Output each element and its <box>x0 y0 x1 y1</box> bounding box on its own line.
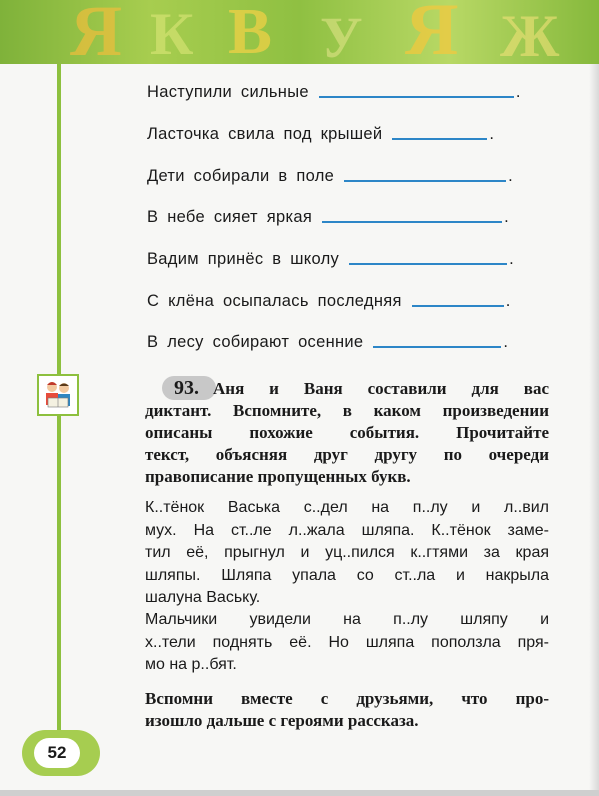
sentence-text: Наступили сильные <box>147 83 309 101</box>
decor-letter: Я <box>405 0 459 64</box>
text-line: шляпы. Шляпа упала со ст..ла и накрыла <box>145 566 549 584</box>
sentence-end: . <box>515 83 521 101</box>
page-number: 52 <box>34 738 80 768</box>
answer-blank[interactable] <box>319 96 514 98</box>
page-edge <box>589 64 599 796</box>
text-line: тил её, прыгнул и уц..пился к..гтями за края <box>145 544 549 561</box>
instruction-line: описаны похожие события. Прочитайте <box>145 423 549 442</box>
task-line: Вспомни вместе с друзьями, что про- <box>145 689 549 708</box>
text-line: х..тели поднять её. Но шляпа поползла пря- <box>145 633 549 651</box>
exercise-number: 93. <box>174 377 199 399</box>
sentence-text: С клёна осыпалась последняя <box>147 292 402 310</box>
answer-blank[interactable] <box>392 138 487 140</box>
decor-letter: К <box>150 1 194 64</box>
answer-blank[interactable] <box>322 221 502 223</box>
sentence-text: В небе сияет яркая <box>147 208 313 226</box>
exercise-instructions <box>145 378 549 488</box>
sentence-text: Вадим принёс в школу <box>147 250 340 268</box>
sentence-end: . <box>503 333 509 351</box>
decor-letter: В <box>228 0 273 64</box>
instruction-line: текст, объясняя друг другу по очереди <box>145 445 549 464</box>
header-banner <box>0 0 599 64</box>
text-line: шалуна Ваську. <box>145 589 261 606</box>
answer-blank[interactable] <box>373 346 501 348</box>
fill-in-row <box>147 122 494 144</box>
dictation-paragraph-1 <box>145 497 549 610</box>
sentence-end: . <box>489 125 495 143</box>
pair-work-icon <box>37 374 79 416</box>
fill-in-row <box>147 330 508 352</box>
instruction-line: Аня и Ваня составили для вас <box>213 379 549 398</box>
task-line: изошло дальше с героями рассказа. <box>145 711 419 730</box>
fill-in-row <box>147 205 509 227</box>
sentence-end: . <box>509 250 514 268</box>
page-edge-bottom <box>0 790 599 796</box>
answer-blank[interactable] <box>349 263 507 265</box>
instruction-line: диктант. Вспомните, в каком произведении <box>145 401 549 420</box>
dictation-paragraph-2 <box>145 609 549 677</box>
follow-up-task <box>145 688 549 732</box>
text-line: мух. На ст..ле л..жала шляпа. К..тёнок заме- <box>145 521 549 539</box>
text-line: К..тёнок Васька с..дел на п..лу и л..вил <box>145 499 549 516</box>
text-line: Мальчики увидели на п..лу шляпу и <box>145 611 549 628</box>
sentence-text: В лесу собирают осенние <box>147 333 364 351</box>
sentence-text: Ласточка свила под крышей <box>147 125 383 143</box>
fill-in-row <box>147 80 521 102</box>
sentence-text: Дети собирали в поле <box>147 167 335 185</box>
sentence-end: . <box>508 167 514 185</box>
instruction-line: правописание пропущенных букв. <box>145 467 411 486</box>
decor-letter: Я <box>70 0 122 64</box>
text-line: мо на р..бят. <box>145 656 237 673</box>
fill-in-row <box>147 164 513 186</box>
answer-blank[interactable] <box>412 305 504 307</box>
fill-in-row <box>147 289 511 311</box>
fill-in-row <box>147 247 514 269</box>
answer-blank[interactable] <box>344 180 506 182</box>
decor-letter: Ж <box>500 3 560 64</box>
sentence-end: . <box>504 208 509 226</box>
sentence-end: . <box>505 292 511 310</box>
decor-letter: У <box>320 5 363 64</box>
